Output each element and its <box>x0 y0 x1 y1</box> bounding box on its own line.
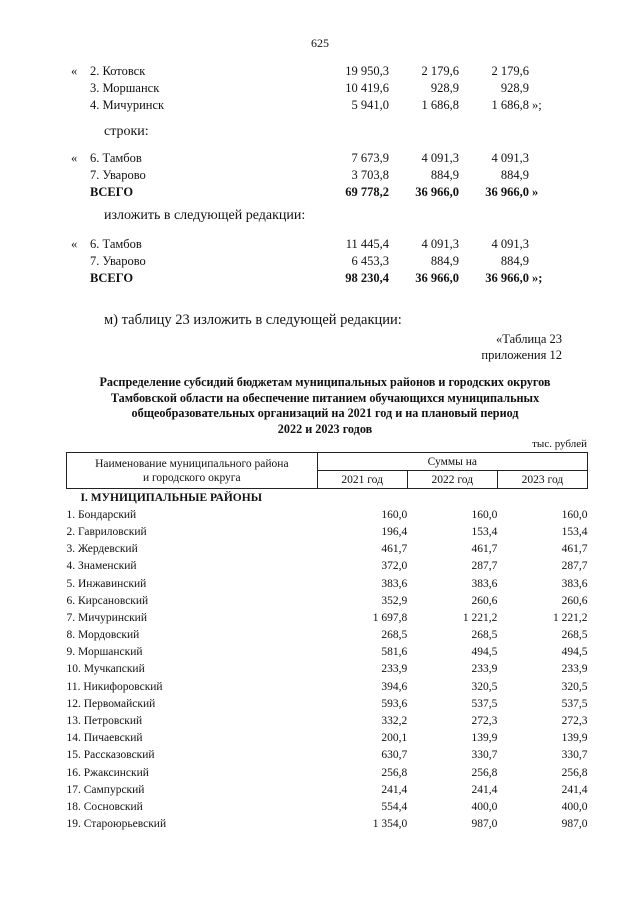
value-2021: 461,7 <box>381 543 408 556</box>
district-name: 13. Петровский <box>66 715 143 728</box>
district-name: 19. Староюрьевский <box>66 818 167 831</box>
value-2023: 494,5 <box>561 646 588 659</box>
value-2022: 268,5 <box>471 629 498 642</box>
value-2023: 320,5 <box>561 680 588 693</box>
value-2021: 10 419,6 <box>345 81 389 95</box>
value-2022: 928,9 <box>430 81 459 95</box>
district-name: 3. Жердевский <box>66 543 138 556</box>
district-name: 17. Сампурский <box>66 783 145 796</box>
amendment-row <box>0 254 640 271</box>
open-quote: « <box>71 64 78 78</box>
value-2023: 537,5 <box>561 697 588 710</box>
table-row <box>67 558 588 575</box>
amendment-row <box>0 151 640 168</box>
table-row <box>67 644 588 661</box>
value-2021: 11 445,4 <box>345 237 389 251</box>
value-2021: 6 453,3 <box>351 254 389 268</box>
title-line: Тамбовской области на обеспечение питанием обучающихся муниципальных <box>110 390 540 405</box>
value-2021: 383,6 <box>381 577 408 590</box>
value-2022: 36 966,0 <box>415 271 459 285</box>
amendment-row <box>0 237 640 254</box>
value-2021: 200,1 <box>381 732 408 745</box>
value-2021: 372,0 <box>381 560 408 573</box>
value-2023: 260,6 <box>561 594 588 607</box>
value-2022: 1 686,8 <box>421 98 459 112</box>
value-2022: 4 091,3 <box>421 237 459 251</box>
district-name: 5. Инжавинский <box>66 577 147 590</box>
table-row <box>67 712 588 729</box>
value-2022: 2 179,6 <box>421 64 459 78</box>
value-2022: 884,9 <box>430 168 459 182</box>
value-2021: 352,9 <box>381 594 408 607</box>
value-2022: 233,9 <box>471 663 498 676</box>
table-ref-line2: приложения 12 <box>481 348 562 362</box>
izlozhit-label: изложить в следующей редакции: <box>104 208 306 223</box>
section-title: I. МУНИЦИПАЛЬНЫЕ РАЙОНЫ <box>80 491 262 504</box>
title-line: общеобразовательных организаций на 2021 год и на плановый период <box>131 406 519 420</box>
value-2022: 884,9 <box>430 254 459 268</box>
value-2021: 5 941,0 <box>351 98 389 112</box>
value-2021: 233,9 <box>381 663 408 676</box>
value-2022: 537,5 <box>471 697 498 710</box>
district-name: 9. Моршанский <box>66 646 143 659</box>
table-row <box>67 764 588 781</box>
title-line: Распределение субсидий бюджетам муниципальных районов и городских округов <box>99 375 551 389</box>
value-2023: 1 221,2 <box>553 611 588 624</box>
value-2023: 256,8 <box>561 766 588 779</box>
district-name: 4. Знаменский <box>66 560 137 573</box>
table-row <box>67 523 588 540</box>
value-2023: 4 091,3 <box>491 151 529 165</box>
value-2021: 593,6 <box>381 697 408 710</box>
district-name: 12. Первомайский <box>66 697 156 710</box>
header-year-2021: 2021 год <box>317 471 407 489</box>
table-row <box>67 816 588 833</box>
table-row <box>67 506 588 523</box>
value-2022: 139,9 <box>471 732 498 745</box>
value-2023: 233,9 <box>561 663 588 676</box>
close-quote: »; <box>532 98 542 112</box>
units-label: тыс. рублей <box>532 438 587 450</box>
value-2021: 98 230,4 <box>345 271 389 285</box>
amendment-block-3 <box>0 237 640 288</box>
value-2021: 3 703,8 <box>351 168 389 182</box>
table-row <box>67 575 588 592</box>
row-name: ВСЕГО <box>90 271 134 285</box>
value-2023: 987,0 <box>561 818 588 831</box>
value-2021: 69 778,2 <box>345 185 389 199</box>
table-row <box>67 627 588 644</box>
value-2021: 241,4 <box>381 783 408 796</box>
row-name: ВСЕГО <box>90 185 134 199</box>
value-2021: 581,6 <box>381 646 408 659</box>
value-2023: 884,9 <box>500 254 529 268</box>
amendment-block-2 <box>0 151 640 202</box>
table-row <box>67 609 588 626</box>
district-name: 11. Никифоровский <box>66 680 163 693</box>
value-2022: 330,7 <box>471 749 498 762</box>
value-2021: 630,7 <box>381 749 408 762</box>
header-year-2023: 2023 год <box>497 471 587 489</box>
value-2021: 332,2 <box>381 715 408 728</box>
value-2022: 36 966,0 <box>415 185 459 199</box>
value-2021: 268,5 <box>381 629 408 642</box>
amendment-row <box>0 98 640 115</box>
row-name: 7. Уварово <box>90 168 146 182</box>
value-2023: 1 686,8 <box>491 98 529 112</box>
value-2021: 7 673,9 <box>351 151 389 165</box>
value-2023: 160,0 <box>561 508 588 521</box>
value-2022: 461,7 <box>471 543 498 556</box>
value-2023: 287,7 <box>561 560 588 573</box>
total-row <box>0 271 640 288</box>
value-2022: 260,6 <box>471 594 498 607</box>
value-2021: 1 354,0 <box>372 818 408 831</box>
row-name: 6. Тамбов <box>90 151 142 165</box>
section-row <box>67 489 588 507</box>
value-2023: 153,4 <box>561 525 588 538</box>
district-name: 7. Мичуринский <box>66 611 147 624</box>
close-quote: » <box>532 185 539 199</box>
district-name: 15. Рассказовский <box>66 749 155 762</box>
value-2023: 383,6 <box>561 577 588 590</box>
value-2022: 320,5 <box>471 680 498 693</box>
value-2023: 241,4 <box>561 783 588 796</box>
table-ref-line1: «Таблица 23 <box>496 332 562 346</box>
value-2021: 160,0 <box>381 508 408 521</box>
value-2022: 256,8 <box>471 766 498 779</box>
table-row <box>67 661 588 678</box>
value-2023: 36 966,0 <box>485 185 529 199</box>
value-2022: 987,0 <box>471 818 498 831</box>
header-year-2022: 2022 год <box>407 471 497 489</box>
header-name: Наименование муниципального района и городского округа <box>67 453 318 489</box>
value-2021: 394,6 <box>381 680 408 693</box>
table-title <box>60 375 590 437</box>
value-2022: 383,6 <box>471 577 498 590</box>
value-2023: 272,3 <box>561 715 588 728</box>
value-2023: 884,9 <box>500 168 529 182</box>
page-number: 625 <box>311 36 329 50</box>
district-name: 1. Бондарский <box>66 508 137 521</box>
district-name: 16. Ржаксинский <box>66 766 149 779</box>
close-quote: »; <box>532 271 543 285</box>
table-row <box>67 541 588 558</box>
value-2022: 1 221,2 <box>462 611 498 624</box>
value-2022: 287,7 <box>471 560 498 573</box>
table-row <box>67 592 588 609</box>
value-2023: 461,7 <box>561 543 588 556</box>
value-2022: 153,4 <box>471 525 498 538</box>
district-name: 6. Кирсановский <box>66 594 149 607</box>
row-name: 7. Уварово <box>90 254 146 268</box>
district-name: 14. Пичаевский <box>66 732 143 745</box>
value-2023: 268,5 <box>561 629 588 642</box>
value-2023: 928,9 <box>500 81 529 95</box>
amendment-row <box>0 81 640 98</box>
subsidy-table <box>66 452 588 833</box>
value-2022: 160,0 <box>471 508 498 521</box>
row-name: 3. Моршанск <box>90 81 160 95</box>
amendment-block-1 <box>0 64 640 115</box>
district-name: 10. Мучкапский <box>66 663 145 676</box>
row-name: 6. Тамбов <box>90 237 142 251</box>
table-row <box>67 695 588 712</box>
row-name: 4. Мичуринск <box>90 98 165 112</box>
value-2021: 196,4 <box>381 525 408 538</box>
value-2023: 330,7 <box>561 749 588 762</box>
value-2023: 139,9 <box>561 732 588 745</box>
value-2022: 400,0 <box>471 800 498 813</box>
value-2023: 2 179,6 <box>491 64 529 78</box>
table-row <box>67 730 588 747</box>
open-quote: « <box>71 151 78 165</box>
table-row <box>67 747 588 764</box>
value-2023: 4 091,3 <box>491 237 529 251</box>
value-2022: 241,4 <box>471 783 498 796</box>
value-2023: 36 966,0 <box>485 271 529 285</box>
amendment-row <box>0 64 640 81</box>
row-name: 2. Котовск <box>90 64 146 78</box>
value-2021: 256,8 <box>381 766 408 779</box>
total-row <box>0 185 640 202</box>
table-row <box>67 798 588 815</box>
amendment-m-line: м) таблицу 23 изложить в следующей редакции: <box>104 312 402 328</box>
value-2022: 494,5 <box>471 646 498 659</box>
header-sums: Суммы на <box>317 453 587 471</box>
value-2023: 400,0 <box>561 800 588 813</box>
value-2021: 1 697,8 <box>372 611 408 624</box>
table-row <box>67 678 588 695</box>
open-quote: « <box>71 237 78 251</box>
stroki-label: строки: <box>104 124 149 139</box>
value-2021: 554,4 <box>381 800 408 813</box>
district-name: 18. Сосновский <box>66 800 143 813</box>
value-2022: 4 091,3 <box>421 151 459 165</box>
value-2021: 19 950,3 <box>345 64 389 78</box>
amendment-row <box>0 168 640 185</box>
district-name: 8. Мордовский <box>66 629 140 642</box>
table-row <box>67 781 588 798</box>
district-name: 2. Гавриловский <box>66 525 147 538</box>
title-line: 2022 и 2023 годов <box>277 421 373 436</box>
value-2022: 272,3 <box>471 715 498 728</box>
